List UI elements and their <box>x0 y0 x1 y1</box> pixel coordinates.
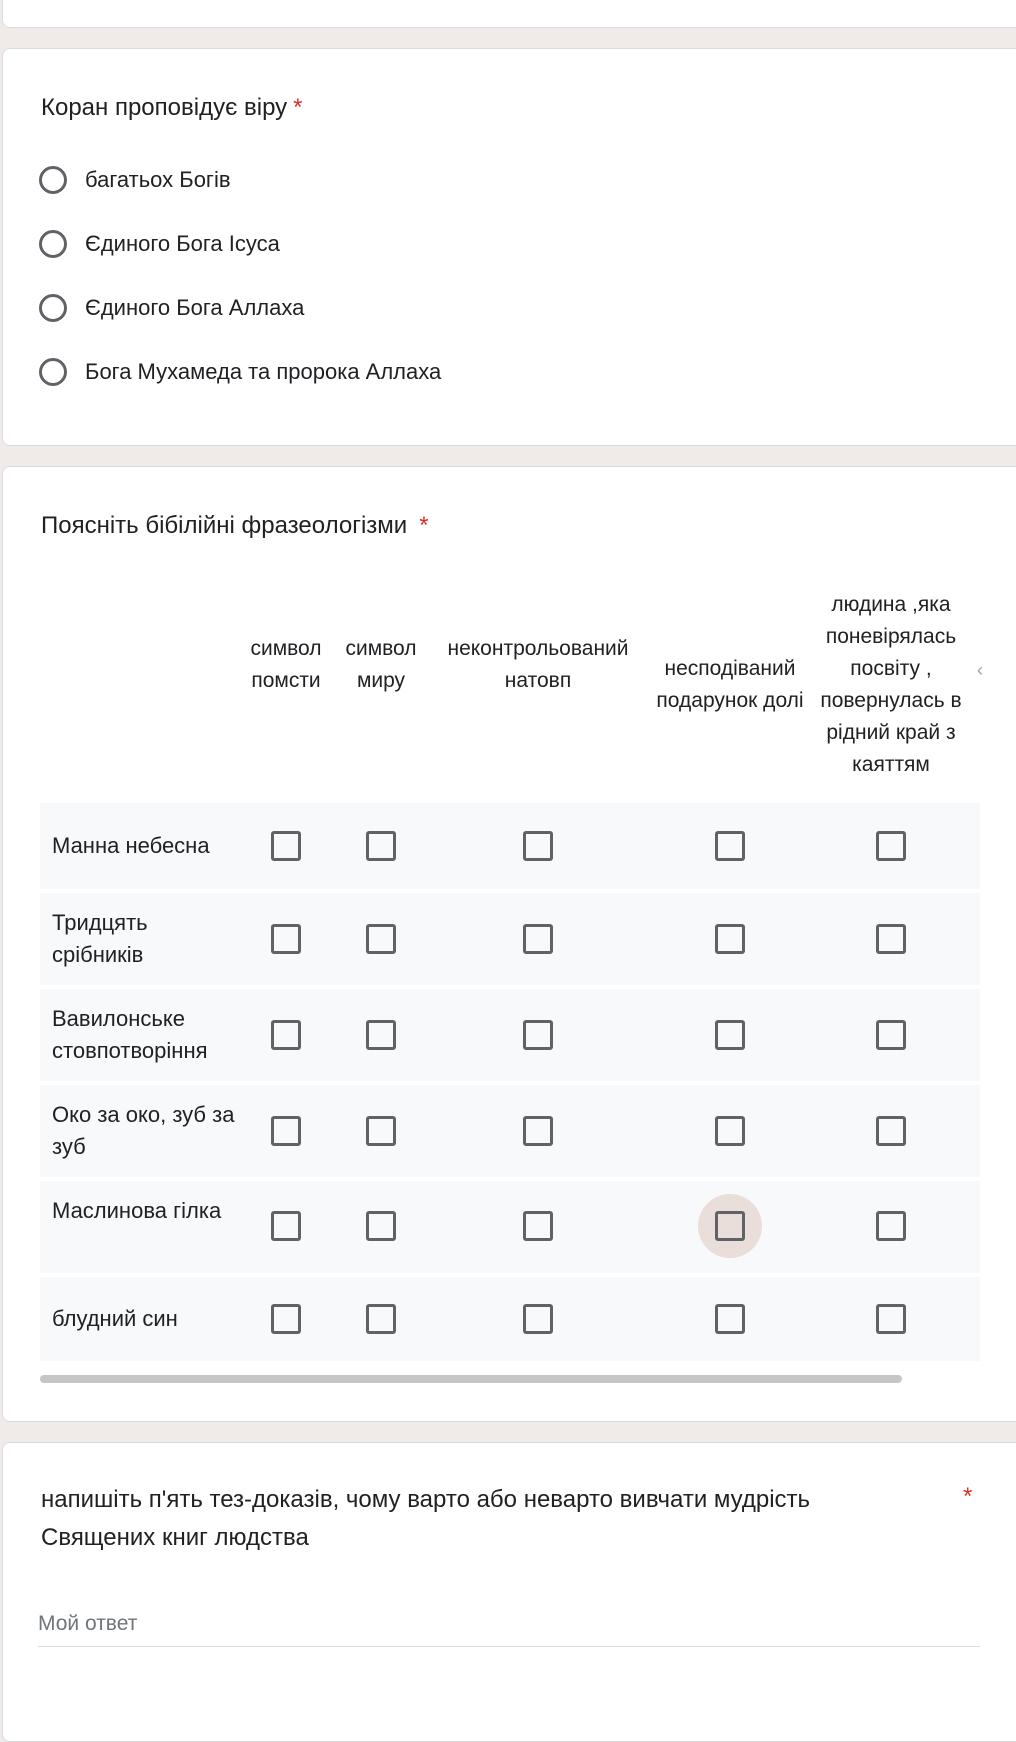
grid-row <box>40 1277 980 1361</box>
grid-checkbox[interactable] <box>271 1211 301 1241</box>
question-title-text: Коран проповідує віру <box>41 94 288 121</box>
grid-checkbox[interactable] <box>271 1020 301 1050</box>
grid-checkbox[interactable] <box>271 831 301 861</box>
radio-option[interactable] <box>39 166 231 194</box>
radio-option-label: Бога Мухамеда та пророка Аллаха <box>85 359 442 384</box>
grid-checkbox[interactable] <box>271 1304 301 1334</box>
radio-button[interactable] <box>39 294 67 322</box>
grid-horizontal-scrollbar[interactable] <box>40 1375 902 1383</box>
grid-checkbox[interactable] <box>715 924 745 954</box>
grid-column-header: символ помсти <box>250 637 322 692</box>
grid-row <box>40 1085 980 1177</box>
grid-checkbox[interactable] <box>366 1020 396 1050</box>
required-asterisk: * <box>293 94 303 121</box>
grid-row <box>40 1181 980 1273</box>
question-title <box>41 507 429 545</box>
question-title: напишіть п'ять тез-доказів, чому варто або неварто вивчати мудрість Священих книг людства <box>41 1486 811 1551</box>
radio-button[interactable] <box>39 358 67 386</box>
grid-row <box>40 893 980 985</box>
radio-option[interactable] <box>39 358 441 386</box>
grid-row-label: Вавилонське стовпотворіння <box>52 1006 208 1063</box>
radio-option[interactable] <box>39 294 304 322</box>
grid-row-label: блудний син <box>52 1306 178 1331</box>
radio-option-label: багатьох Богів <box>85 167 231 192</box>
grid-checkbox[interactable] <box>366 1304 396 1334</box>
grid-checkbox[interactable] <box>715 831 745 861</box>
grid-column-header: несподіваний подарунок долі <box>656 657 804 712</box>
grid-checkbox[interactable] <box>271 924 301 954</box>
radio-option-label: Єдиного Бога Аллаха <box>85 295 305 320</box>
question-title-text: Поясніть бібілійні фразеологізми <box>41 512 408 539</box>
grid-row-label: Манна небесна <box>52 833 210 858</box>
grid-column-header: людина ,яка поневірялась посвіту , повернулась в рідний край з каяттям <box>820 593 962 776</box>
grid-checkbox[interactable] <box>523 1020 553 1050</box>
grid-checkbox[interactable] <box>715 1116 745 1146</box>
grid-checkbox[interactable] <box>366 1211 396 1241</box>
grid-checkbox[interactable] <box>271 1116 301 1146</box>
grid-row <box>40 803 980 889</box>
question-card-koran <box>2 48 1016 446</box>
grid-column-header-partial: ‹ <box>977 660 983 680</box>
question-card-essay <box>2 1442 1016 1742</box>
grid-checkbox[interactable] <box>366 831 396 861</box>
grid-column-header: неконтрольований натовп <box>447 637 629 692</box>
radio-option-label: Єдиного Бога Ісуса <box>85 231 280 256</box>
grid-checkbox[interactable] <box>523 1304 553 1334</box>
radio-button[interactable] <box>39 230 67 258</box>
grid-checkbox[interactable] <box>876 831 906 861</box>
grid-checkbox[interactable] <box>876 1211 906 1241</box>
grid-checkbox[interactable] <box>366 1116 396 1146</box>
grid-checkbox[interactable] <box>876 924 906 954</box>
radio-option[interactable] <box>39 230 280 258</box>
grid-checkbox[interactable] <box>876 1116 906 1146</box>
grid-checkbox[interactable] <box>523 831 553 861</box>
grid-checkbox[interactable] <box>523 924 553 954</box>
grid-row-label: Маслинова гілка <box>52 1198 222 1223</box>
grid-checkbox[interactable] <box>876 1020 906 1050</box>
required-asterisk: * <box>419 512 429 539</box>
grid-checkbox[interactable] <box>715 1304 745 1334</box>
question-title <box>41 89 302 127</box>
grid-checkbox[interactable] <box>366 924 396 954</box>
required-asterisk: * <box>963 1483 973 1510</box>
grid-overflow-edge <box>980 803 1016 1360</box>
radio-button[interactable] <box>39 166 67 194</box>
grid-row-label: Тридцять срібників <box>52 910 148 967</box>
grid-checkbox[interactable] <box>715 1211 745 1241</box>
grid-checkbox[interactable] <box>715 1020 745 1050</box>
answer-input[interactable] <box>38 1602 980 1647</box>
previous-question-card <box>2 0 1016 28</box>
grid-checkbox[interactable] <box>523 1211 553 1241</box>
grid-checkbox[interactable] <box>523 1116 553 1146</box>
grid-column-header: символ миру <box>345 637 417 692</box>
grid-row-label: Око за око, зуб за зуб <box>52 1102 235 1159</box>
grid-row <box>40 989 980 1081</box>
grid-checkbox[interactable] <box>876 1304 906 1334</box>
